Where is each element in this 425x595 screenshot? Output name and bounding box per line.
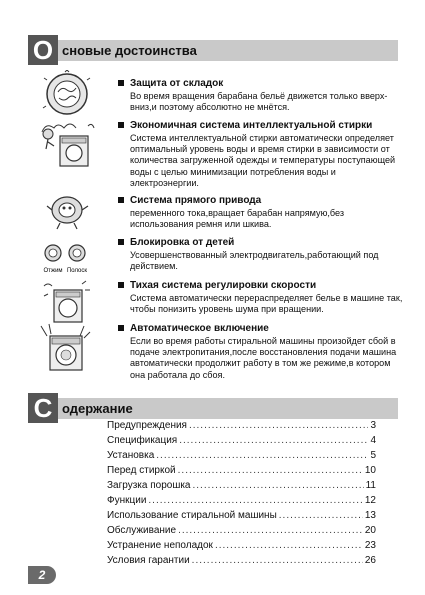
smart-wash-machine-icon bbox=[38, 118, 100, 170]
advantages-header-title: сновые достоинства bbox=[62, 43, 197, 58]
feature-title: Экономичная система интеллектуальной стирки bbox=[130, 120, 373, 131]
toc-label: Использование стиральной машины bbox=[107, 510, 277, 521]
feature-auto-restart bbox=[118, 322, 403, 381]
child-lock-buttons-icon bbox=[40, 241, 92, 275]
toc-page: 3 bbox=[370, 420, 376, 431]
feature-text-line: количества загруженной одежды и температуры поступающей bbox=[130, 155, 396, 166]
feature-text-line: Во время вращения барабана бельё движется только вверх- bbox=[130, 91, 388, 101]
toc-leader bbox=[178, 464, 363, 478]
toc-leader bbox=[179, 434, 368, 448]
feature-text-line: электроэнергии. bbox=[130, 177, 199, 188]
toc-page: 13 bbox=[364, 510, 376, 521]
quiet-speed-machine-icon bbox=[40, 280, 92, 324]
feature-title: Тихая система регулировки скорости bbox=[130, 280, 317, 291]
toc-label: Загрузка порошка bbox=[107, 480, 191, 491]
feature-text-line: Если во время работы стиральной машины произойдет сбой в bbox=[130, 336, 396, 346]
feature-title: Система прямого привода bbox=[130, 195, 262, 206]
toc-page: 10 bbox=[364, 465, 376, 476]
feature-text-line: вниз,и поэтому абсолютно не мнётся. bbox=[130, 102, 290, 113]
toc-page: 12 bbox=[364, 495, 376, 506]
direct-drive-motor-icon bbox=[45, 190, 91, 230]
feature-text-line: чтобы понизить уровень шума при вращении. bbox=[130, 304, 324, 315]
toc-item[interactable] bbox=[107, 449, 376, 463]
advantages-header bbox=[28, 35, 398, 65]
toc-label: Установка bbox=[107, 450, 155, 461]
toc-leader bbox=[279, 509, 363, 523]
toc-page: 5 bbox=[370, 450, 376, 461]
toc-label: Спецификация bbox=[107, 435, 178, 446]
toc-item[interactable] bbox=[107, 479, 376, 493]
toc-item[interactable] bbox=[107, 494, 376, 508]
feature-quiet-speed bbox=[118, 279, 403, 315]
feature-text-line: действием. bbox=[130, 261, 178, 272]
toc-leader bbox=[189, 419, 368, 433]
toc-label: Устранение неполадок bbox=[107, 540, 213, 551]
toc-leader bbox=[192, 554, 363, 568]
toc-page: 4 bbox=[370, 435, 376, 446]
toc-leader bbox=[215, 539, 363, 553]
toc-label: Условия гарантии bbox=[107, 555, 190, 566]
toc-item[interactable] bbox=[107, 419, 376, 433]
feature-child-lock bbox=[118, 236, 403, 272]
lock-label-spin: Отжим bbox=[43, 268, 63, 274]
advantages-header-letter: О bbox=[28, 35, 58, 65]
toc-page: 20 bbox=[364, 525, 376, 536]
auto-restart-machine-icon bbox=[38, 322, 94, 372]
contents-header-letter: С bbox=[28, 393, 58, 423]
feature-text-line: Усовершенствованный электродвигатель,работающий под bbox=[130, 250, 379, 260]
toc-item[interactable] bbox=[107, 524, 376, 538]
toc-label: Обслуживание bbox=[107, 525, 177, 536]
drum-wrinkle-icon bbox=[42, 70, 92, 118]
toc-label: Перед стиркой bbox=[107, 465, 176, 476]
contents-header bbox=[28, 393, 398, 423]
feature-text-line: переменного тока,вращает барабан напрямую,без bbox=[130, 208, 345, 218]
feature-wrinkle-protection bbox=[118, 77, 403, 113]
toc-label: Функции bbox=[107, 495, 147, 506]
toc-leader bbox=[156, 449, 368, 463]
toc-item[interactable] bbox=[107, 539, 376, 553]
feature-smart-wash bbox=[118, 119, 403, 189]
toc-page: 23 bbox=[364, 540, 376, 551]
feature-text-line: оптимальный уровень воды и время стирки в зависимости от bbox=[130, 144, 390, 155]
toc-label: Предупреждения bbox=[107, 420, 187, 431]
feature-text-line: подаче электропитания,после восстановления подачи машина bbox=[130, 347, 397, 358]
feature-text-line: использования ремня или шкива. bbox=[130, 219, 272, 230]
page-number: 2 bbox=[28, 566, 56, 584]
feature-text-line: она работала до сбоя. bbox=[130, 369, 226, 380]
toc-item[interactable] bbox=[107, 554, 376, 568]
toc-leader bbox=[148, 494, 362, 508]
contents-header-title: одержание bbox=[62, 401, 133, 416]
toc-leader bbox=[178, 524, 363, 538]
feature-text-line: автоматически продолжит работу в том же режиме,в котором bbox=[130, 358, 391, 369]
feature-title: Автоматическое включение bbox=[130, 323, 269, 334]
lock-label-rinse: Полоск bbox=[66, 268, 88, 274]
toc-item[interactable] bbox=[107, 509, 376, 523]
toc-page: 26 bbox=[364, 555, 376, 566]
toc-page: 11 bbox=[365, 480, 376, 491]
feature-text-line: Система интеллектуальной стирки автоматически определяет bbox=[130, 133, 394, 143]
toc-leader bbox=[193, 479, 364, 493]
feature-title: Блокировка от детей bbox=[130, 237, 235, 248]
feature-direct-drive bbox=[118, 194, 403, 230]
toc-item[interactable] bbox=[107, 434, 376, 448]
feature-text-line: воды с целью минимизации потребления воды и bbox=[130, 166, 336, 177]
toc-item[interactable] bbox=[107, 464, 376, 478]
feature-text-line: Система автоматически перераспределяет белье в машине так, bbox=[130, 293, 403, 303]
feature-title: Защита от складок bbox=[130, 78, 224, 89]
